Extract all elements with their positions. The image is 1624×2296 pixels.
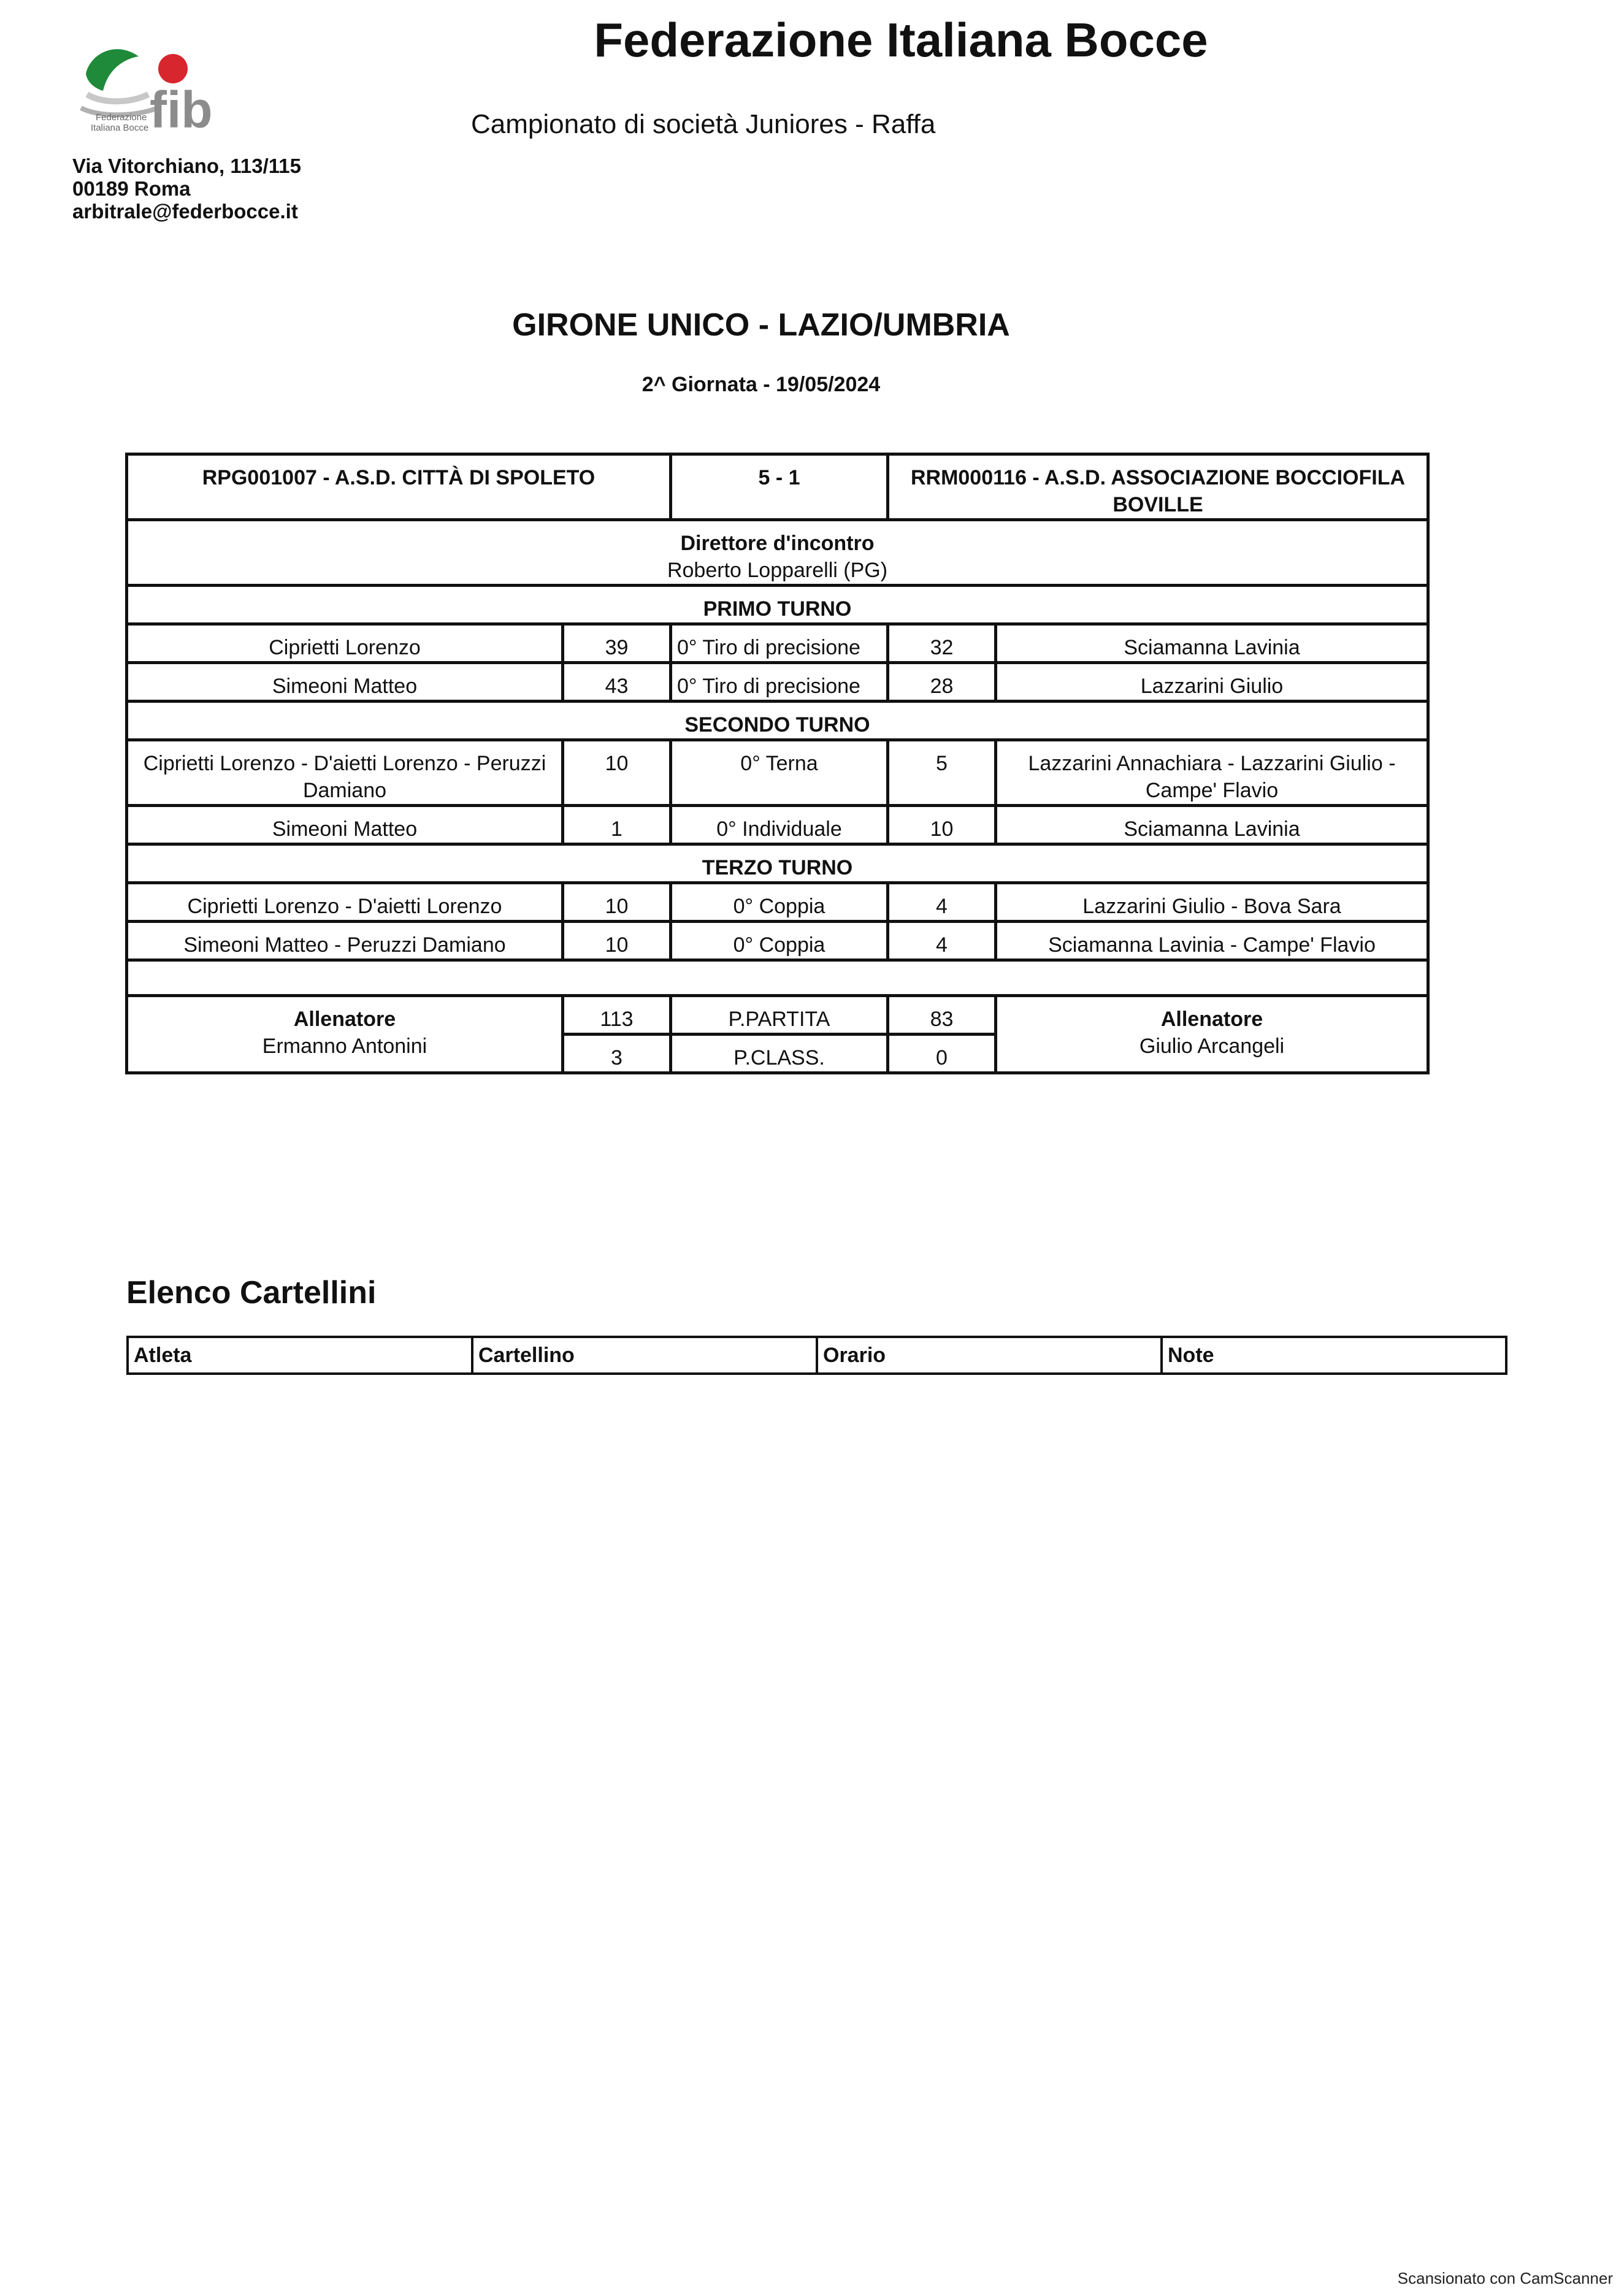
scanner-footer: Scansionato con CamScanner <box>1397 2269 1613 2287</box>
away-players: Lazzarini Giulio - Bova Sara <box>996 883 1428 922</box>
home-coach-label: Allenatore <box>293 1008 396 1031</box>
partita-label: P.PARTITA <box>671 996 888 1035</box>
match-score: 5 - 1 <box>671 454 888 520</box>
game-type: 0° Tiro di precisione <box>671 663 888 702</box>
group-title: GIRONE UNICO - LAZIO/UMBRIA <box>512 307 1010 343</box>
game-row <box>127 806 1428 844</box>
turn-header <box>127 702 1428 740</box>
away-players: Sciamanna Lavinia - Campe' Flavio <box>996 922 1428 960</box>
col-atleta: Atleta <box>128 1337 472 1374</box>
home-score: 1 <box>563 806 671 844</box>
director-row <box>127 520 1428 586</box>
home-score: 43 <box>563 663 671 702</box>
game-type: 0° Individuale <box>671 806 888 844</box>
home-partita: 113 <box>563 996 671 1035</box>
away-score: 4 <box>888 883 996 922</box>
cards-header-row <box>128 1337 1506 1374</box>
home-players: Ciprietti Lorenzo - D'aietti Lorenzo <box>127 883 563 922</box>
org-address <box>72 155 301 223</box>
away-score: 10 <box>888 806 996 844</box>
match-header-row <box>127 454 1428 520</box>
turn-title: TERZO TURNO <box>127 844 1428 883</box>
home-class: 3 <box>563 1035 671 1073</box>
home-players: Simeoni Matteo - Peruzzi Damiano <box>127 922 563 960</box>
svg-text:Italiana Bocce: Italiana Bocce <box>91 123 149 133</box>
col-note: Note <box>1162 1337 1506 1374</box>
home-players: Ciprietti Lorenzo <box>127 624 563 663</box>
game-row <box>127 663 1428 702</box>
game-type: 0° Coppia <box>671 922 888 960</box>
home-score: 10 <box>563 740 671 806</box>
game-type: 0° Tiro di precisione <box>671 624 888 663</box>
cards-title: Elenco Cartellini <box>126 1275 377 1311</box>
org-title: Federazione Italiana Bocce <box>594 13 1208 67</box>
away-players: Lazzarini Giulio <box>996 663 1428 702</box>
game-row <box>127 740 1428 806</box>
away-players: Lazzarini Annachiara - Lazzarini Giulio - Campe' Flavio <box>996 740 1428 806</box>
away-team: RRM000116 - A.S.D. ASSOCIAZIONE BOCCIOFILA BOVILLE <box>888 454 1428 520</box>
round-date: 2^ Giornata - 19/05/2024 <box>642 373 881 396</box>
class-label: P.CLASS. <box>671 1035 888 1073</box>
game-row <box>127 922 1428 960</box>
away-score: 28 <box>888 663 996 702</box>
home-score: 10 <box>563 922 671 960</box>
turn-header <box>127 844 1428 883</box>
summary-row-partita <box>127 996 1428 1035</box>
home-players: Simeoni Matteo <box>127 663 563 702</box>
svg-text:Federazione: Federazione <box>96 112 147 123</box>
match-table <box>125 453 1430 1074</box>
col-orario: Orario <box>817 1337 1162 1374</box>
turn-title: SECONDO TURNO <box>127 702 1428 740</box>
spacer-row <box>127 960 1428 996</box>
director-label: Direttore d'incontro <box>680 532 875 555</box>
home-coach-cell <box>127 996 563 1073</box>
director-name: Roberto Lopparelli (PG) <box>667 559 888 582</box>
home-players: Ciprietti Lorenzo - D'aietti Lorenzo - Peruzzi Damiano <box>127 740 563 806</box>
away-score: 5 <box>888 740 996 806</box>
empty-cell <box>127 960 1428 996</box>
away-players: Sciamanna Lavinia <box>996 624 1428 663</box>
away-partita: 83 <box>888 996 996 1035</box>
away-score: 32 <box>888 624 996 663</box>
away-coach-label: Allenatore <box>1160 1008 1263 1031</box>
address-city: 00189 Roma <box>72 177 191 200</box>
championship-subtitle: Campionato di società Juniores - Raffa <box>471 109 936 139</box>
game-type: 0° Coppia <box>671 883 888 922</box>
home-coach-name: Ermanno Antonini <box>262 1035 427 1058</box>
director-cell <box>127 520 1428 586</box>
home-players: Simeoni Matteo <box>127 806 563 844</box>
away-players: Sciamanna Lavinia <box>996 806 1428 844</box>
svg-text:fib: fib <box>150 81 213 137</box>
turn-header <box>127 586 1428 624</box>
address-street: Via Vitorchiano, 113/115 <box>72 155 302 177</box>
turn-title: PRIMO TURNO <box>127 586 1428 624</box>
away-score: 4 <box>888 922 996 960</box>
away-coach-name: Giulio Arcangeli <box>1139 1035 1285 1058</box>
home-score: 10 <box>563 883 671 922</box>
game-type: 0° Terna <box>671 740 888 806</box>
cards-table <box>126 1336 1507 1375</box>
home-score: 39 <box>563 624 671 663</box>
home-team: RPG001007 - A.S.D. CITTÀ DI SPOLETO <box>127 454 671 520</box>
address-email: arbitrale@federbocce.it <box>72 200 298 223</box>
away-class: 0 <box>888 1035 996 1073</box>
away-coach-cell <box>996 996 1428 1073</box>
game-row <box>127 624 1428 663</box>
col-cartellino: Cartellino <box>472 1337 817 1374</box>
game-row <box>127 883 1428 922</box>
